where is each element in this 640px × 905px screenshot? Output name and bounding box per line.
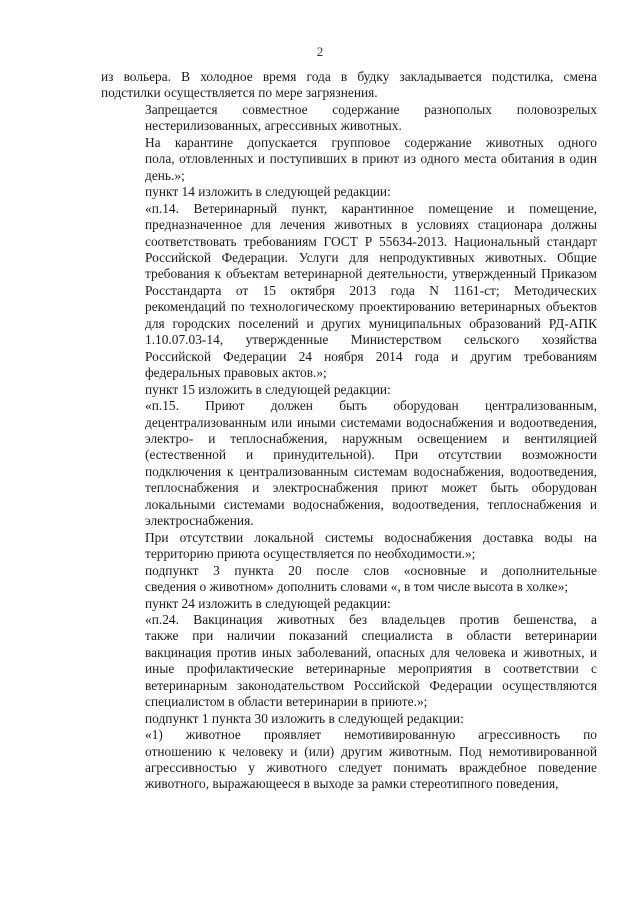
text-line: Российской Федерации. Услуги для непродуктивных животных. Общие [145, 249, 597, 265]
text-line: пола, отловленных и поступивших в приют из одного места обитания в один [145, 151, 597, 167]
text-line: На карантине допускается групповое содержание животных одного [145, 134, 597, 150]
text-line: Российской Федерации 24 ноября 2014 года и другим требованиям [145, 348, 597, 364]
text-line: федеральных правовых актов.»; [145, 365, 327, 381]
text-line: (естественной и принудительной). При отсутствии возможности [145, 447, 597, 463]
text-line: животного, выражающееся в выходе за рамки стереотипного поведения, [145, 776, 559, 792]
paragraph [101, 102, 597, 135]
text-line: иные профилактические ветеринарные мероприятия в соответствии с [145, 661, 597, 677]
text-line: подпункт 1 пункта 30 изложить в следующей редакции: [145, 710, 464, 726]
text-line: «п.14. Ветеринарный пункт, карантинное помещение и помещение, [145, 200, 597, 216]
text-line: агрессивностью у животного следует понимать враждебное поведение [145, 760, 597, 776]
text-line: локальными системами водоснабжения, водоотведения, теплоснабжения и [145, 496, 597, 512]
paragraph [101, 612, 597, 711]
text-line: подпункт 3 пункта 20 после слов «основные и дополнительные [145, 562, 597, 578]
text-line: день.»; [145, 167, 185, 183]
text-line: для городских поселений и других муниципальных образований РД-АПК [145, 315, 597, 331]
paragraph [101, 201, 597, 382]
paragraph [101, 398, 597, 530]
text-line: «п.24. Вакцинация животных без владельцев против бешенства, а [145, 611, 597, 627]
text-line: подключения к централизованным системам водоснабжения, водоотведения, [145, 463, 597, 479]
text-line: пункт 24 изложить в следующей редакции: [145, 595, 391, 611]
paragraph [101, 711, 597, 727]
paragraph [101, 530, 597, 563]
paragraph [101, 69, 597, 102]
text-line: При отсутствии локальной системы водоснабжения доставка воды на [145, 529, 597, 545]
text-line: электроснабжения. [145, 513, 254, 529]
text-line: Запрещается совместное содержание разнополых половозрелых [145, 101, 597, 117]
text-line: соответствовать требованиям ГОСТ Р 55634-2013. Национальный стандарт [145, 233, 597, 249]
text-line: теплоснабжения и электроснабжения приют может быть оборудован [145, 480, 597, 496]
text-line: специалистом в области ветеринарии в приюте.»; [145, 694, 428, 710]
paragraph [101, 563, 597, 596]
text-line: децентрализованным или иными системами водоснабжения и водоотведения, [145, 414, 597, 430]
text-line: вакцинация против иных заболеваний, опасных для человека и животных, и [145, 644, 597, 660]
text-line: территорию приюта осуществляется по необходимости.»; [145, 546, 476, 562]
text-line: ветеринарным законодательством Российской Федерации осуществляются [145, 677, 597, 693]
text-line: подстилки осуществляется по мере загрязнения. [101, 85, 378, 101]
text-line: электро- и теплоснабжения, наружным освещением и вентиляцией [145, 430, 597, 446]
paragraph [101, 727, 597, 793]
text-line: Росстандарта от 15 октября 2013 года N 1161-ст; Методических [145, 282, 597, 298]
text-line: из вольера. В холодное время года в будку закладывается подстилка, смена [101, 69, 597, 84]
text-line: отношению к человеку и (или) другим животным. Под немотивированной [145, 743, 597, 759]
paragraph [101, 382, 597, 398]
text-line: рекомендаций по технологическому проектированию ветеринарных объектов [145, 299, 597, 315]
text-line: пункт 15 изложить в следующей редакции: [145, 381, 391, 397]
document-body [101, 69, 597, 793]
text-line: «п.15. Приют должен быть оборудован централизованным, [145, 398, 597, 414]
text-line: сведения о животном» дополнить словами «, в том числе высота в холке»; [145, 579, 569, 595]
text-line: «1) животное проявляет немотивированную агрессивность по [145, 727, 597, 743]
paragraph [101, 596, 597, 612]
text-line: требования к объектам ветеринарной деятельности, утвержденный Приказом [145, 266, 597, 282]
paragraph [101, 184, 597, 200]
text-line: также при наличии показаний специалиста в области ветеринарии [145, 628, 597, 644]
page-number: 2 [316, 44, 324, 59]
paragraph [101, 135, 597, 184]
text-line: 1.10.07.03-14, утвержденные Министерством сельского хозяйства [145, 332, 597, 348]
text-line: предназначенное для лечения животных в условиях стационара должны [145, 217, 597, 233]
text-line: нестерилизованных, агрессивных животных. [145, 118, 402, 134]
text-line: пункт 14 изложить в следующей редакции: [145, 184, 391, 200]
